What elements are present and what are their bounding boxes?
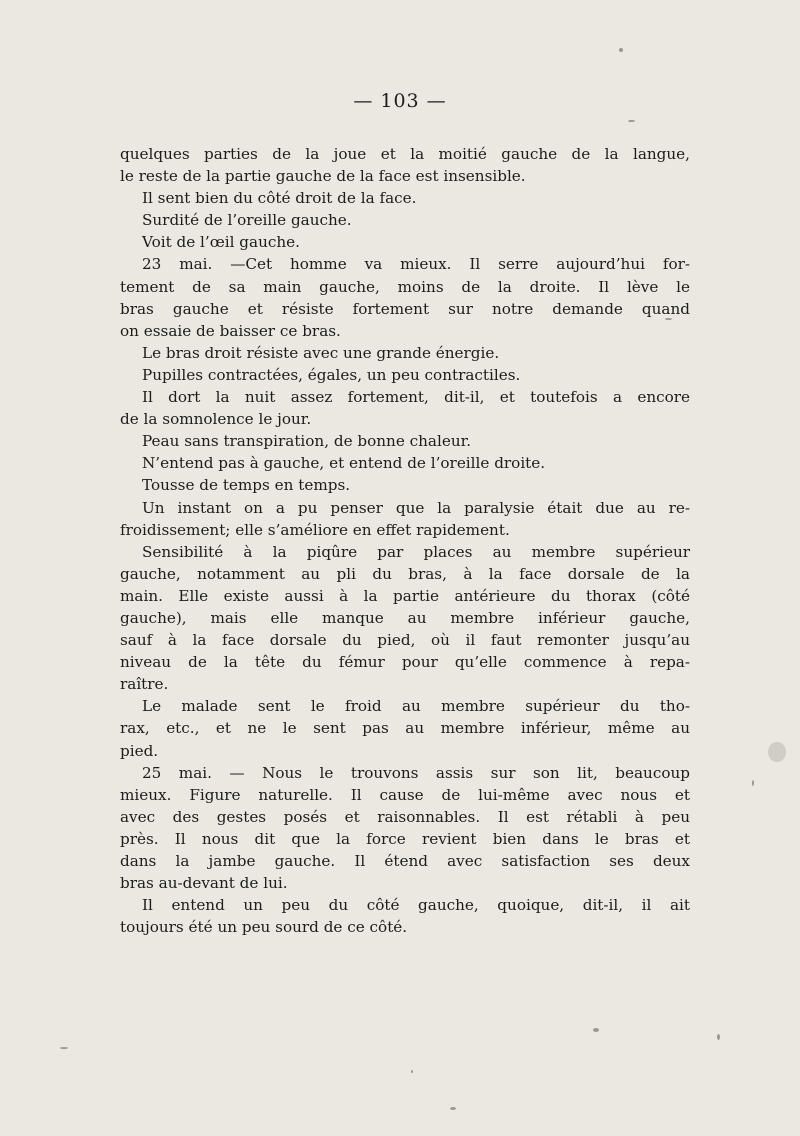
text-line: toujours été un peu sourd de ce côté.: [120, 918, 408, 937]
text-line: gauche), mais elle manque au membre inférieur gauche,: [120, 608, 690, 627]
text-line: pied.: [120, 741, 159, 760]
text-line: on essaie de baisser ce bras.: [120, 321, 341, 340]
text-line: Il dort la nuit assez fortement, dit-il, et toutefois a encore: [142, 388, 690, 407]
speck: [60, 1047, 68, 1049]
text-line: 23 mai. —Cet homme va mieux. Il serre aujourd’hui for-: [142, 255, 690, 274]
speck: [768, 742, 786, 762]
speck: [717, 1034, 720, 1040]
text-line: gauche, notamment au pli du bras, à la face dorsale de la: [120, 564, 690, 583]
page-number: — 103 —: [353, 90, 447, 112]
text-line: Pupilles contractées, égales, un peu contractiles.: [142, 365, 521, 384]
text-line: avec des gestes posés et raisonnables. Il est rétabli à peu: [120, 807, 690, 826]
text-line: main. Elle existe aussi à la partie antérieure du thorax (côté: [120, 586, 690, 605]
text-line: Le malade sent le froid au membre supérieur du tho-: [142, 697, 690, 716]
text-line: Surdité de l’oreille gauche.: [142, 211, 352, 230]
text-line: Un instant on a pu penser que la paralysie était due au re-: [142, 498, 690, 517]
text-line: rax, etc., et ne le sent pas au membre inférieur, même au: [120, 719, 690, 738]
text-line: Le bras droit résiste avec une grande énergie.: [142, 343, 500, 362]
speck: [450, 1107, 456, 1110]
text-line: Tousse de temps en temps.: [142, 476, 351, 495]
text-line: Sensibilité à la piqûre par places au membre supérieur: [142, 542, 690, 561]
text-line: 25 mai. — Nous le trouvons assis sur son lit, beaucoup: [142, 763, 690, 782]
text-line: Il sent bien du côté droit de la face.: [142, 189, 417, 208]
text-line: N’entend pas à gauche, et entend de l’oreille droite.: [142, 454, 546, 473]
text-line: Peau sans transpiration, de bonne chaleur.: [142, 432, 472, 451]
text-line: raître.: [120, 675, 169, 694]
text-line: niveau de la tête du fémur pour qu’elle commence à repa-: [120, 653, 690, 672]
text-line: sauf à la face dorsale du pied, où il faut remonter jusqu’au: [120, 631, 690, 650]
text-line: près. Il nous dit que la force revient bien dans le bras et: [120, 829, 690, 848]
text-line: dans la jambe gauche. Il étend avec satisfaction ses deux: [120, 852, 690, 870]
body-text: [120, 143, 690, 938]
text-line: froidissement; elle s’améliore en effet rapidement.: [120, 520, 510, 539]
speck: [411, 1070, 413, 1073]
text-line: bras gauche et résiste fortement sur notre demande quand: [120, 299, 690, 318]
text-line: Voit de l’œil gauche.: [142, 233, 300, 252]
text-line: tement de sa main gauche, moins de la droite. Il lève le: [120, 277, 690, 296]
speck: [752, 780, 754, 786]
text-line: bras au-devant de lui.: [120, 874, 288, 893]
text-line: quelques parties de la joue et la moitié gauche de la langue,: [120, 145, 690, 163]
speck: [628, 120, 635, 122]
text-line: le reste de la partie gauche de la face est insensible.: [120, 167, 526, 186]
speck: [593, 1028, 599, 1032]
speck: [665, 318, 672, 320]
text-line: de la somnolence le jour.: [120, 410, 312, 429]
text-line: Il entend un peu du côté gauche, quoique, dit-il, il ait: [142, 896, 690, 915]
text-line: mieux. Figure naturelle. Il cause de lui-même avec nous et: [120, 785, 690, 804]
speck: [619, 48, 623, 52]
